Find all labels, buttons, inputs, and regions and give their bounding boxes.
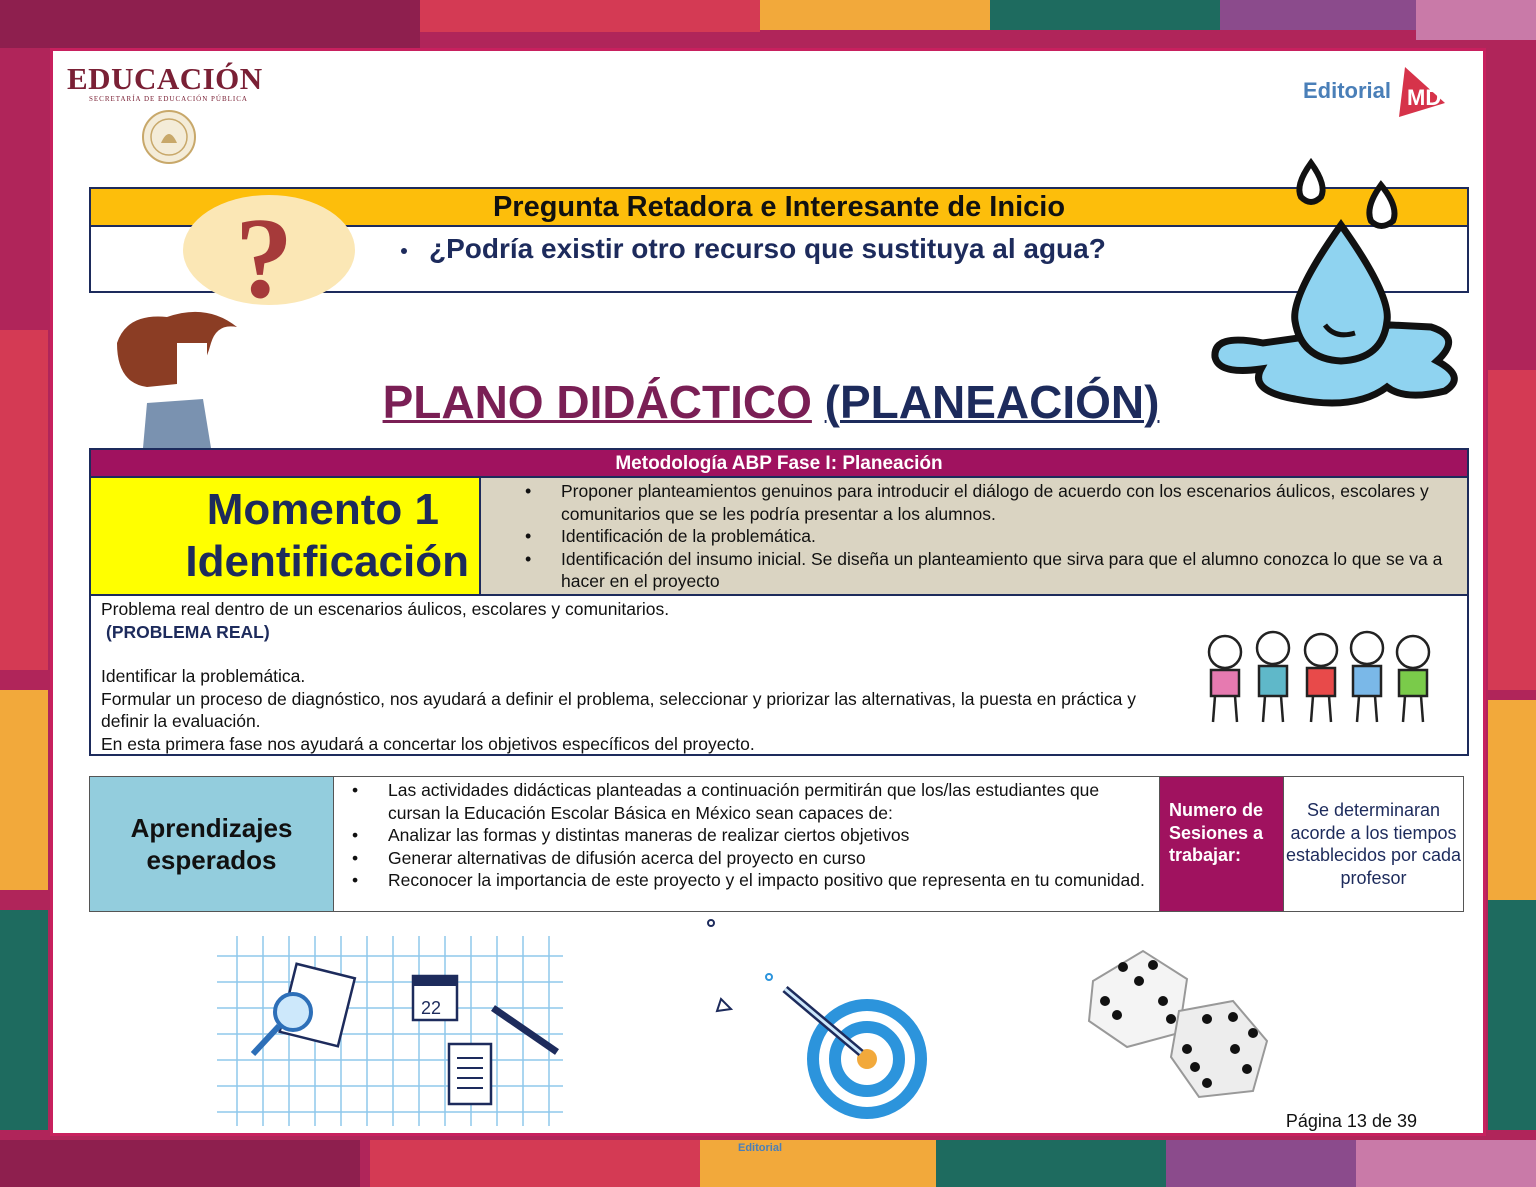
- editorial-md-logo: [1303, 63, 1447, 119]
- aprendizajes-label: Aprendizajes esperados: [90, 777, 334, 911]
- frame-block: [700, 1140, 936, 1187]
- sesiones-detail: Se determinaran acorde a los tiempos establecidos por cada profesor: [1285, 800, 1462, 888]
- list-item: • Las actividades didácticas planteadas a continuación permitirán que los/las estudiantes que cursan la Educación Escolar Básica en México sean capaces de:: [388, 779, 1151, 824]
- frame-block: [0, 690, 48, 890]
- planning-grid-illustration-icon: [217, 936, 563, 1126]
- md-mark: MD: [1407, 85, 1442, 110]
- document-page: [50, 48, 1486, 1136]
- body-line: En esta primera fase nos ayudará a concertar los objetivos específicos del proyecto.: [101, 733, 755, 754]
- momento-cell: [91, 478, 481, 596]
- frame-block: [1166, 1140, 1356, 1187]
- list-item: • Analizar las formas y distintas maneras de realizar ciertos objetivos: [388, 824, 1151, 847]
- dice-icon: [1083, 941, 1273, 1101]
- aprendizajes-list: [334, 777, 1160, 911]
- frame-block: [1220, 0, 1416, 30]
- metodologia-body: [101, 598, 1161, 755]
- bullet-dot: [401, 248, 407, 254]
- frame-block: [1488, 900, 1536, 1130]
- editorial-label: Editorial: [1302, 78, 1391, 103]
- metodologia-bullets: [481, 478, 1467, 596]
- page-number: Página 13 de 39: [1285, 1111, 1417, 1131]
- question-text: ¿Podría existir otro recurso que sustituya al agua?: [429, 233, 1106, 264]
- title-part2: (PLANEACIÓN): [824, 376, 1160, 428]
- frame-block: [420, 0, 760, 32]
- frame-block: [0, 330, 48, 670]
- frame-block: [0, 1140, 360, 1187]
- list-item: • Reconocer la importancia de este proyecto y el impacto positivo que representa en tu comunidad.: [388, 869, 1151, 892]
- sep-subtitle: SECRETARÍA DE EDUCACIÓN PÚBLICA: [89, 95, 248, 103]
- frame-block: [0, 910, 48, 1130]
- problema-real-label: (PROBLEMA REAL): [106, 621, 270, 642]
- frame-block: [1488, 370, 1536, 690]
- frame-block: [1416, 0, 1536, 40]
- kids-group-icon: [1195, 630, 1455, 730]
- target-arrow-icon: [693, 913, 933, 1119]
- national-seal-icon: [141, 109, 197, 165]
- page-title: [53, 375, 1486, 429]
- frame-block: [370, 1140, 700, 1187]
- momento-number: Momento 1: [206, 485, 439, 534]
- sesiones-label: Numero de Sesiones a trabajar:: [1160, 777, 1284, 911]
- sep-title: EDUCACIÓN: [67, 61, 263, 96]
- list-item: • Proponer planteamientos genuinos para introducir el diálogo de acuerdo con los escenarios áulicos, escolares y comunitarios que se les podría presentar a los alumnos.: [561, 480, 1457, 525]
- list-item: • Identificación del insumo inicial. Se diseña un planteamiento que sirva para que el alumno conozca lo que se va a hacer en el proyecto: [561, 548, 1457, 593]
- frame-block: [1356, 1140, 1536, 1187]
- list-item: • Generar alternativas de difusión acerca del proyecto en curso: [388, 847, 1151, 870]
- body-line: Formular un proceso de diagnóstico, nos ayudará a definir el problema, seleccionar y priorizar las alternativas, la puesta en práctica y definir la evaluación.: [101, 688, 1136, 731]
- pregunta-heading: Pregunta Retadora e Interesante de Inicio: [91, 189, 1467, 227]
- pregunta-question: [401, 233, 1106, 265]
- metodologia-heading: Metodología ABP Fase I: Planeación: [91, 450, 1467, 478]
- frame-block: [0, 0, 420, 48]
- md-logo-icon: [1395, 63, 1447, 119]
- sep-logo: [67, 61, 287, 103]
- frame-block: [990, 0, 1220, 30]
- frame-block: [936, 1140, 1166, 1187]
- metodologia-table: [89, 448, 1469, 756]
- body-line: Problema real dentro de un escenarios áulicos, escolares y comunitarios.: [101, 599, 670, 619]
- frame-block: [760, 0, 990, 30]
- body-line: Identificar la problemática.: [101, 666, 306, 686]
- title-part1: PLANO DIDÁCTICO: [382, 376, 812, 428]
- footer-editorial-logo: Editorial: [738, 1142, 783, 1154]
- question-mark-bubble-icon: [181, 193, 357, 307]
- frame-block: [1488, 700, 1536, 900]
- momento-name: Identificación: [185, 537, 469, 586]
- svg-text:?: ?: [235, 195, 293, 307]
- aprendizajes-table: [89, 776, 1464, 912]
- list-item: • Identificación de la problemática.: [561, 525, 1457, 548]
- calendar-day: 22: [421, 998, 442, 1018]
